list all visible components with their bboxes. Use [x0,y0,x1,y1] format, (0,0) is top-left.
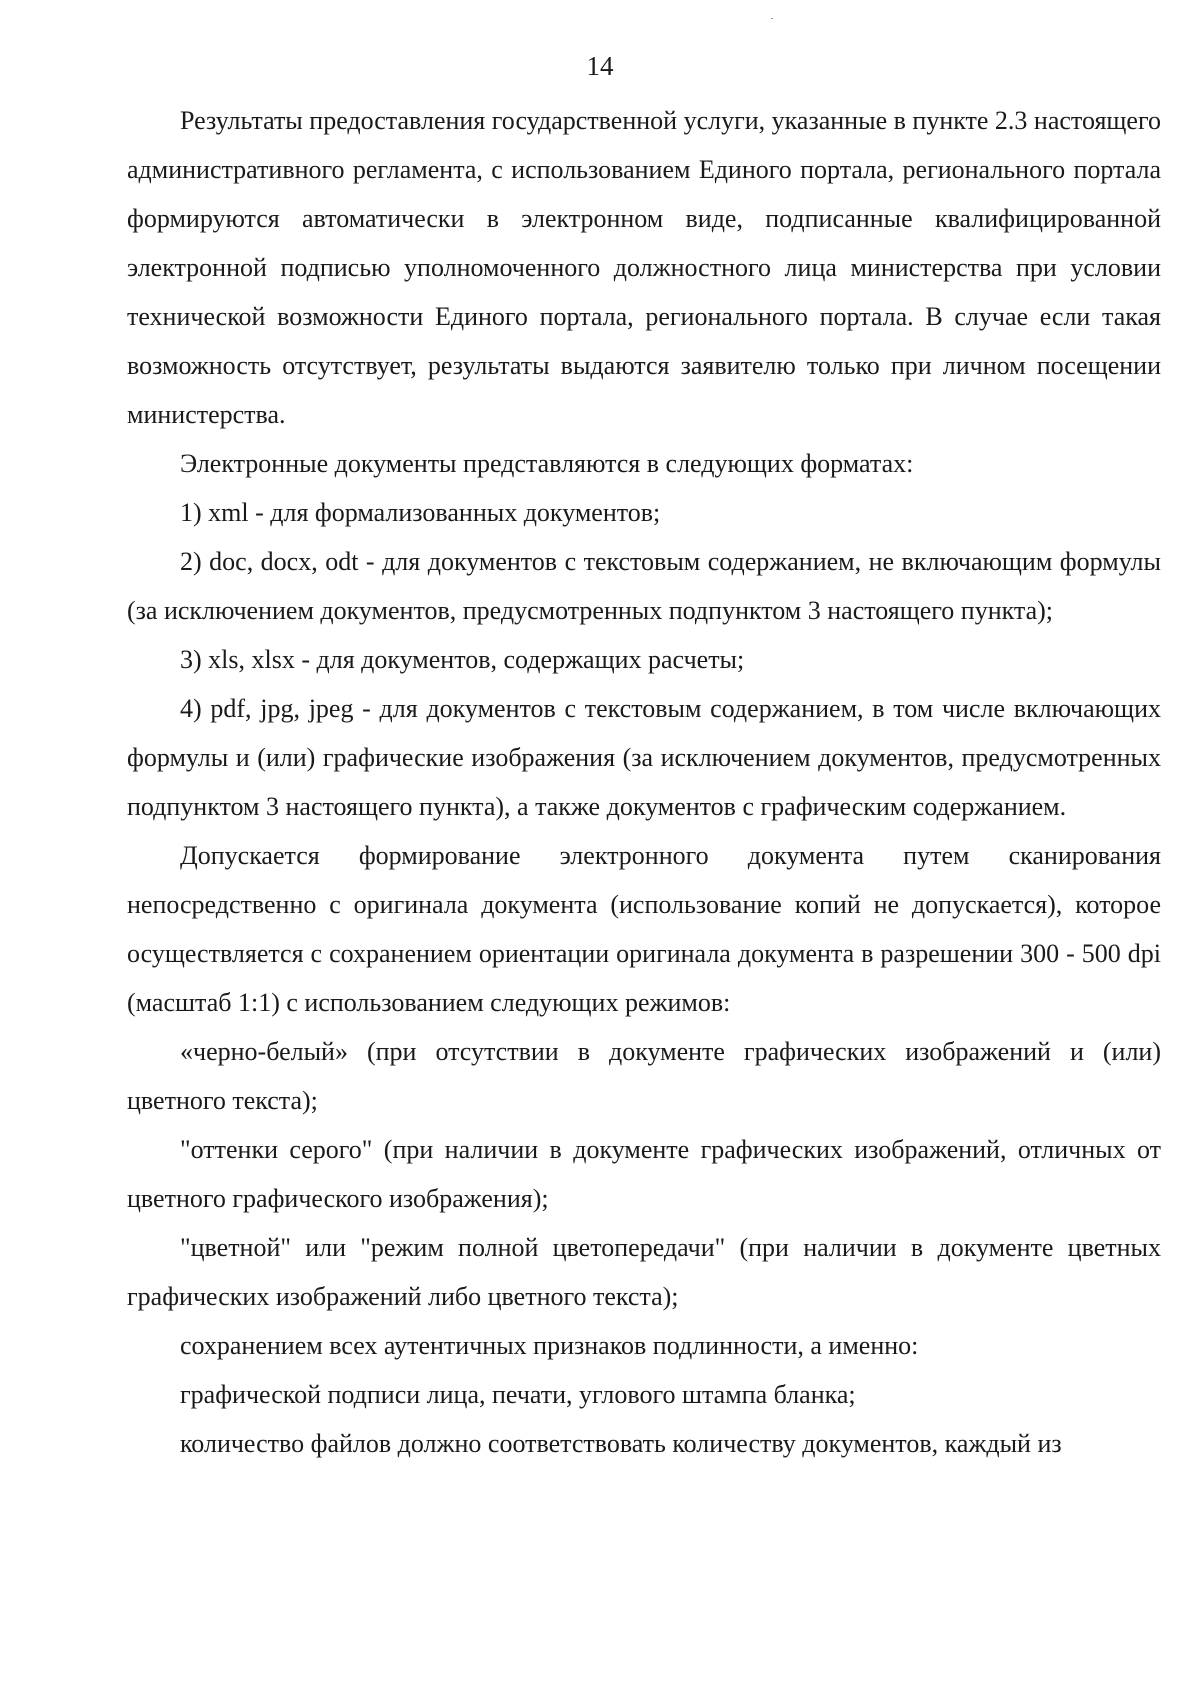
paragraph-formats-intro: Электронные документы представляются в следующих форматах: [180,449,914,478]
page-number: 14 [586,51,614,81]
mode-grayscale: "оттенки серого" (при наличии в документе графических изображений, отличных от цветного графического изображения); [127,1135,1161,1213]
mode-color: "цветной" или "режим полной цветопередачи" (при наличии в документе цветных графических изображений либо цветного текста); [127,1233,1161,1311]
paragraph-file-count: количество файлов должно соответствовать количеству документов, каждый из [180,1429,1062,1458]
paragraph-authenticity: сохранением всех аутентичных признаков подлинности, а именно: [180,1331,919,1360]
document-body [127,96,1161,1468]
list-item-xls: 3) xls, xlsx - для документов, содержащих расчеты; [180,645,745,674]
paragraph-scanning: Допускается формирование электронного документа путем сканирования непосредственно с оригинала документа (использование копий не допускается), которое осуществляется с сохранением ориентации оригинала документа в разрешении 300 - 500 dpi (масштаб 1:1) с использованием следующих режимов: [127,841,1161,1017]
paragraph-signature-stamp: графической подписи лица, печати, углового штампа бланка; [180,1380,856,1409]
list-item-xml: 1) xml - для формализованных документов; [180,498,661,527]
paragraph-results: Результаты предоставления государственной услуги, указанные в пункте 2.3 настоящего административного регламента, с использованием Единого портала, регионального портала формируются автоматически в электронном виде, подписанные квалифицированной электронной подписью уполномоченного должностного лица министерства при условии технической возможности Единого портала, регионального портала. В случае если такая возможность отсутствует, результаты выдаются заявителю только при личном посещении министерства. [127,106,1161,429]
scan-artifact [771,18,773,19]
list-item-pdf: 4) pdf, jpg, jpeg - для документов с текстовым содержанием, в том числе включающих формулы и (или) графические изображения (за исключением документов, предусмотренных подпунктом 3 настоящего пункта), а также документов с графическим содержанием. [127,694,1161,821]
list-item-doc: 2) doc, docx, odt - для документов с текстовым содержанием, не включающим формулы (за исключением документов, предусмотренных подпунктом 3 настоящего пункта); [127,547,1161,625]
mode-black-white: «черно-белый» (при отсутствии в документе графических изображений и (или) цветного текста); [127,1037,1161,1115]
